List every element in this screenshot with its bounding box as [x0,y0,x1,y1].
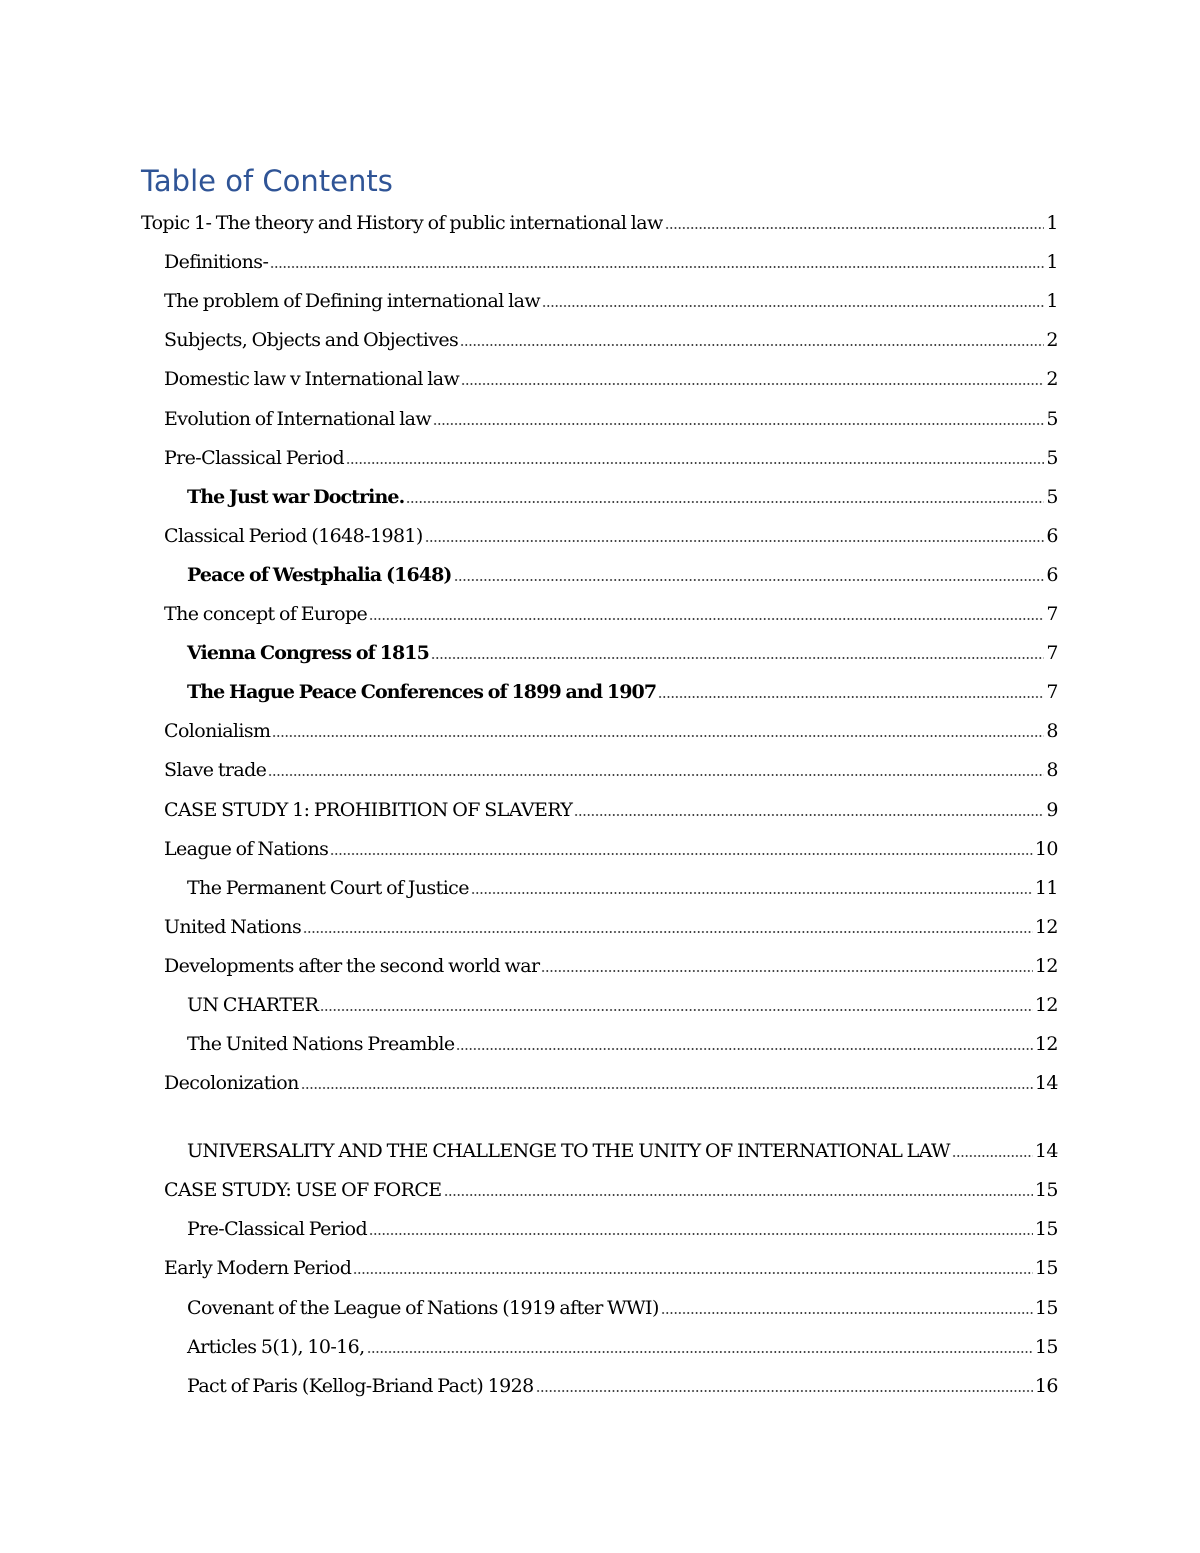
dot-leader [658,693,1044,699]
toc-entry[interactable] [141,1284,1058,1323]
toc-page-number: 15 [1034,1218,1058,1241]
toc-entry-label: United Nations [164,915,302,938]
toc-page-number: 2 [1046,368,1058,391]
dot-leader [542,302,1044,308]
toc-page-number: 12 [1034,915,1058,938]
dot-leader [369,615,1044,621]
dot-leader [536,1387,1033,1393]
toc-page-number: 5 [1046,485,1058,508]
toc-page-number: 6 [1046,524,1058,547]
toc-entry-label: UNIVERSALITY AND THE CHALLENGE TO THE UNITY OF INTERNATIONAL LAW [187,1140,950,1163]
dot-leader [574,811,1044,817]
dot-leader [330,850,1033,856]
toc-entry[interactable] [141,395,1058,434]
toc-entry[interactable] [141,278,1058,317]
toc-page-number: 15 [1034,1296,1058,1319]
toc-entry[interactable] [141,1167,1058,1206]
dot-leader [431,654,1044,660]
dot-leader [461,380,1044,386]
toc-entry-label: Developments after the second world war [164,954,540,977]
toc-page-number: 14 [1034,1140,1058,1163]
toc-page-number: 1 [1046,212,1058,235]
toc-entry[interactable] [141,356,1058,395]
toc-entry-label: Subjects, Objects and Objectives [164,329,459,352]
toc-entry[interactable] [141,708,1058,747]
toc-page-number: 7 [1046,642,1058,665]
dot-leader [346,459,1044,465]
toc-entry-label: Pre-Classical Period [187,1218,368,1241]
toc-entry[interactable] [141,630,1058,669]
toc-entry-label: Definitions- [164,251,269,274]
dot-leader [665,224,1045,230]
toc-entry-label: The Permanent Court of Justice [187,876,469,899]
toc-page-number: 5 [1046,446,1058,469]
dot-leader [369,1230,1033,1236]
toc-entry[interactable] [141,747,1058,786]
toc-entry[interactable] [141,786,1058,825]
toc-entry-label: Early Modern Period [164,1257,352,1280]
dot-leader [541,967,1032,973]
toc-page-number: 15 [1034,1179,1058,1202]
toc-entry-label: CASE STUDY: USE OF FORCE [164,1179,442,1202]
toc-page-number: 14 [1034,1072,1058,1095]
toc-page-number: 6 [1046,563,1058,586]
toc-page-number: 1 [1046,290,1058,313]
toc-entry[interactable] [141,591,1058,630]
toc-page-number: 15 [1034,1335,1058,1358]
toc-entry[interactable] [141,904,1058,943]
toc-entry[interactable] [141,1206,1058,1245]
toc-entry-label: Covenant of the League of Nations (1919 after WWI) [187,1296,659,1319]
toc-entry[interactable] [141,669,1058,708]
dot-leader [367,1348,1033,1354]
toc-entry-label: The Just war Doctrine. [187,485,405,508]
dot-leader [425,537,1045,543]
toc-entry-label: The United Nations Preamble [187,1033,455,1056]
toc-entry-label: Vienna Congress of 1815 [187,642,429,665]
toc-entry[interactable] [141,317,1058,356]
toc-page-number: 16 [1034,1374,1058,1397]
toc-entry[interactable] [141,826,1058,865]
toc-list [141,200,1058,1402]
dot-leader [460,341,1044,347]
toc-entry-label: The concept of Europe [164,603,368,626]
toc-title: Table of Contents [141,164,393,198]
toc-entry-label: UN CHARTER [187,993,319,1016]
toc-entry-label: The Hague Peace Conferences of 1899 and 1907 [187,681,657,704]
toc-entry[interactable] [141,513,1058,552]
toc-entry-label: CASE STUDY 1: PROHIBITION OF SLAVERY [164,798,573,821]
toc-page-number: 11 [1034,876,1058,899]
toc-entry-label: Pre-Classical Period [164,446,345,469]
toc-entry-label: Articles 5(1), 10-16, [187,1335,365,1358]
dot-leader [471,889,1033,895]
dot-leader [444,1191,1033,1197]
toc-page-number: 2 [1046,329,1058,352]
dot-leader [433,420,1044,426]
toc-page-number: 12 [1034,1033,1058,1056]
toc-page-number: 12 [1034,954,1058,977]
toc-entry-label: Topic 1- The theory and History of public international law [141,212,663,235]
toc-entry[interactable] [141,435,1058,474]
toc-entry[interactable] [141,865,1058,904]
toc-page-number: 8 [1046,759,1058,782]
toc-entry-label: Colonialism [164,720,271,743]
dot-leader [456,1045,1032,1051]
toc-entry[interactable] [141,1060,1058,1099]
dot-leader [353,1269,1032,1275]
dot-leader [268,771,1044,777]
toc-entry[interactable] [141,1324,1058,1363]
dot-leader [661,1309,1033,1315]
toc-entry-label: Classical Period (1648-1981) [164,524,423,547]
toc-entry[interactable] [141,943,1058,982]
toc-entry[interactable] [141,239,1058,278]
dot-leader [952,1152,1033,1158]
toc-entry-label: Slave trade [164,759,267,782]
toc-entry[interactable] [141,474,1058,513]
toc-entry[interactable] [141,200,1058,239]
dot-leader [301,1084,1033,1090]
toc-entry[interactable] [141,982,1058,1021]
toc-entry-label: The problem of Defining international law [164,290,541,313]
toc-page-number: 10 [1034,837,1058,860]
toc-entry[interactable] [141,552,1058,591]
toc-page-number: 9 [1046,798,1058,821]
toc-page-number: 12 [1034,993,1058,1016]
toc-page-number: 15 [1034,1257,1058,1280]
toc-entry[interactable] [141,1099,1058,1167]
toc-entry-label: League of Nations [164,837,329,860]
toc-entry-label: Decolonization [164,1072,299,1095]
dot-leader [320,1006,1032,1012]
toc-page-number: 1 [1046,251,1058,274]
toc-entry[interactable] [141,1363,1058,1402]
toc-page-number: 7 [1046,681,1058,704]
dot-leader [272,732,1044,738]
toc-page-number: 7 [1046,603,1058,626]
toc-entry-label: Pact of Paris (Kellog-Briand Pact) 1928 [187,1374,534,1397]
dot-leader [303,928,1033,934]
toc-entry-label: Peace of Westphalia (1648) [187,563,452,586]
toc-entry[interactable] [141,1021,1058,1060]
dot-leader [270,263,1044,269]
toc-page-number: 8 [1046,720,1058,743]
toc-entry-label: Domestic law v International law [164,368,460,391]
dot-leader [454,576,1045,582]
toc-entry[interactable] [141,1245,1058,1284]
dot-leader [406,498,1044,504]
toc-entry-label: Evolution of International law [164,407,432,430]
toc-page-number: 5 [1046,407,1058,430]
